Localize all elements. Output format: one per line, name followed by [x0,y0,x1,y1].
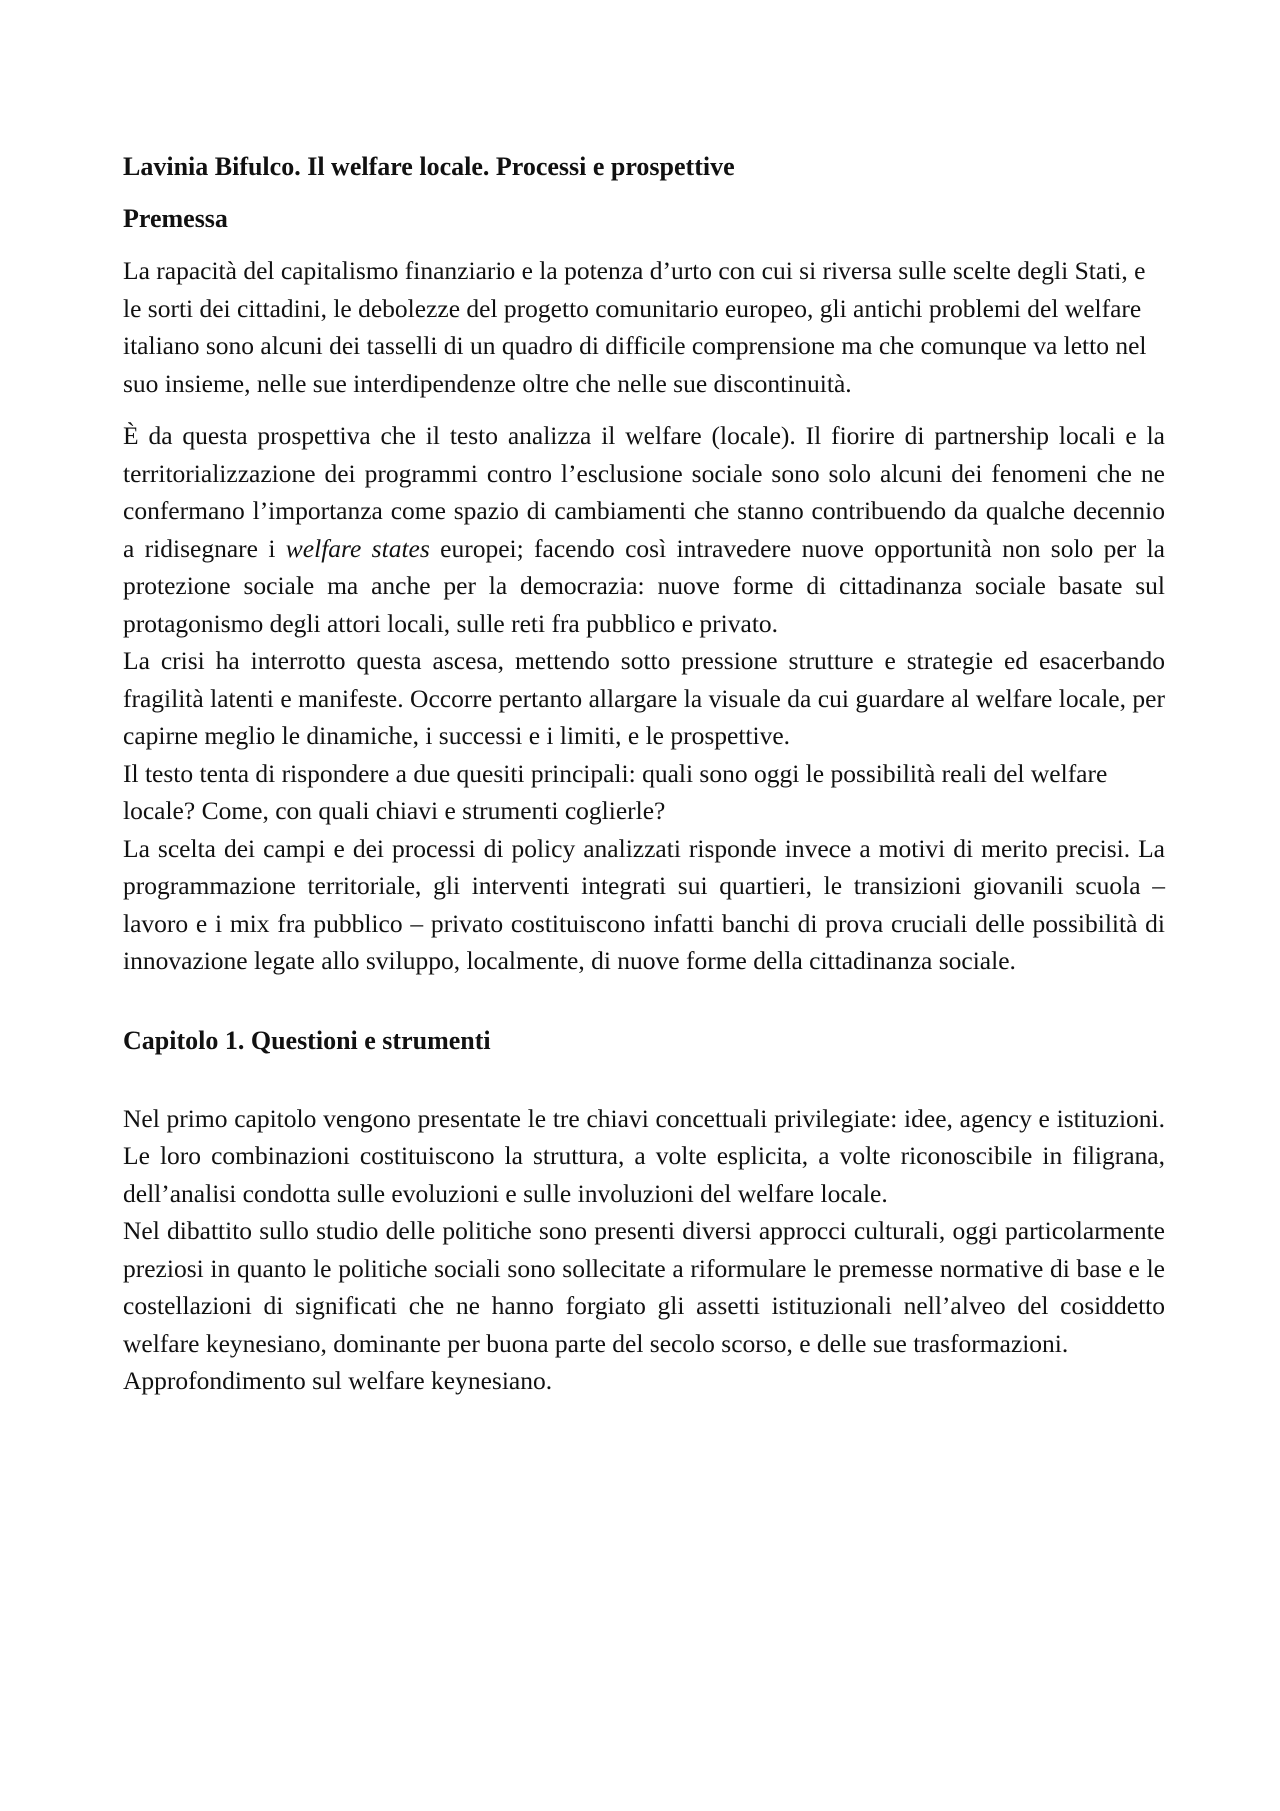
document-page [123,148,1165,1400]
section-heading-capitolo-1: Capitolo 1. Questioni e strumenti [123,1025,491,1055]
paragraph-premessa-2 [123,417,1165,642]
paragraph-capitolo-1-3: Approfondimento sul welfare keynesiano. [123,1366,553,1395]
paragraph-premessa-2-text-a: È da questa prospettiva che il testo analizza il welfare (locale). Il fiorire di partnership locali e la territorializzazione dei programmi contro l’esclusione sociale sono solo alcuni dei fenomeni che ne confermano l’importanza come spazio di cambiamenti che stanno contribuendo da qualche decennio a ridisegnare i [123,421,1165,563]
paragraph-premessa-4: Il testo tenta di rispondere a due quesiti principali: quali sono oggi le possibilità reali del welfare locale? Come, con quali chiavi e strumenti coglierle? [123,758,1108,825]
italic-term-welfare-states: welfare states [285,533,430,563]
paragraph-premessa-3: La crisi ha interrotto questa ascesa, mettendo sotto pressione strutture e strategie ed esacerbando fragilità latenti e manifeste. Occorre pertanto allargare la visuale da cui guardare al welfare locale, per capirne meglio le dinamiche, i successi e i limiti, e le prospettive. [123,646,1165,750]
paragraph-capitolo-1-1: Nel primo capitolo vengono presentate le tre chiavi concettuali privilegiate: idee, agency e istituzioni. Le loro combinazioni costituiscono la struttura, a volte esplicita, a volte riconoscibile in filigrana, dell’analisi condotta sulle evoluzioni e sulle involuzioni del welfare locale. [123,1103,1165,1208]
paragraph-premessa-1: La rapacità del capitalismo finanziario e la potenza d’urto con cui si riversa sulle scelte degli Stati, e le sorti dei cittadini, le debolezze del progetto comunitario europeo, gli antichi problemi del welfare italiano sono alcuni dei tasselli di un quadro di difficile comprensione ma che comunque va letto nel suo insieme, nelle sue interdipendenze oltre che nelle sue discontinuità. [123,256,1147,398]
paragraph-capitolo-1-2: Nel dibattito sullo studio delle politiche sono presenti diversi approcci culturali, oggi particolarmente preziosi in quanto le politiche sociali sono sollecitate a riformulare le premesse normative di base e le costellazioni di significati che ne hanno forgiato gli assetti istituzionali nell’alveo del cosiddetto welfare keynesiano, dominante per buona parte del secolo scorso, e delle sue trasformazioni. [123,1216,1165,1358]
paragraph-premessa-5: La scelta dei campi e dei processi di policy analizzati risponde invece a motivi di merito precisi. La programmazione territoriale, gli interventi integrati sui quartieri, le transizioni giovanili scuola – lavoro e i mix fra pubblico – privato costituiscono infatti banchi di prova cruciali delle possibilità di innovazione legate allo sviluppo, localmente, di nuove forme della cittadinanza sociale. [123,833,1165,975]
section-heading-premessa: Premessa [123,204,228,233]
paragraph-premessa-2-text-b: europei; facendo così intravedere nuove opportunità non solo per la protezione sociale ma anche per la democrazia: nuove forme di cittadinanza sociale basate sul protagonismo degli attori locali, sulle reti fra pubblico e privato. [123,533,1165,638]
document-title: Lavinia Bifulco. Il welfare locale. Processi e prospettive [123,152,735,181]
